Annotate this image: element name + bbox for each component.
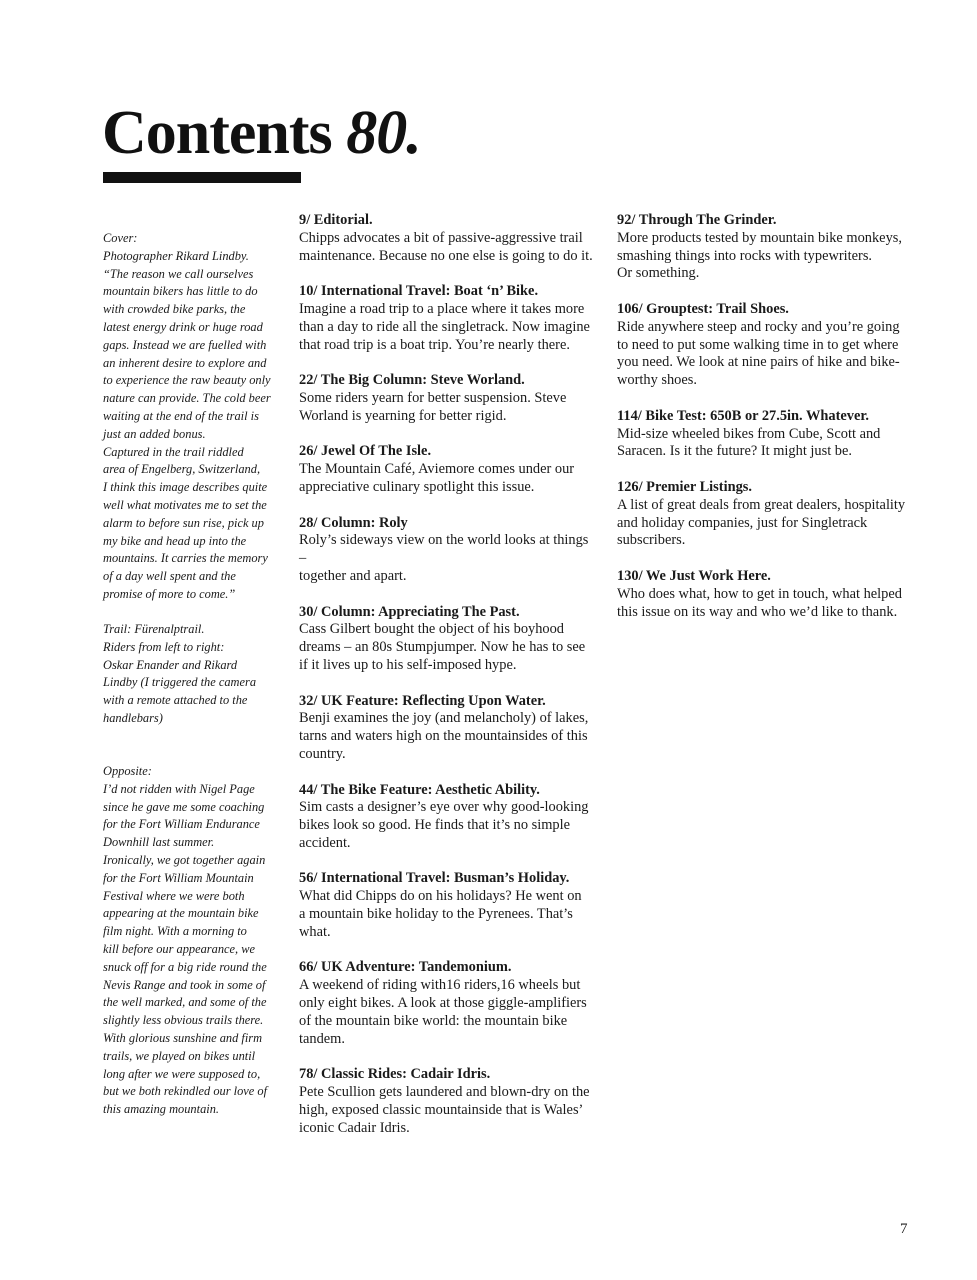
contents-entry[interactable] — [617, 568, 917, 621]
contents-column-middle — [299, 212, 599, 1155]
entry-description-line: dreams – an 80s Stumpjumper. Now he has to see — [299, 639, 586, 656]
trail-caption — [103, 621, 275, 728]
caption-line: Ironically, we got together again — [103, 852, 266, 867]
caption-line: I think this image describes quite — [103, 480, 268, 495]
entry-description-line: Roly’s sideways view on the world looks at things – — [299, 532, 589, 567]
caption-line: to experience the raw beauty only — [103, 373, 271, 388]
caption-line: Festival where we were both — [103, 888, 245, 903]
caption-line: an inherent desire to explore and — [103, 355, 267, 370]
contents-entry[interactable] — [299, 1066, 599, 1137]
entry-heading: 26/ Jewel Of The Isle. — [299, 443, 432, 460]
caption-line: Lindby (I triggered the camera — [103, 675, 257, 690]
entry-description-line: Cass Gilbert bought the object of his boyhood — [299, 621, 564, 638]
entry-description-line: what. — [299, 923, 331, 940]
caption-line: mountains. It carries the memory — [103, 551, 268, 566]
caption-line: but we both rekindled our love of — [103, 1084, 268, 1099]
page-title — [102, 96, 421, 170]
opposite-caption — [103, 763, 275, 1119]
entry-description-line: bikes look so good. He finds that it’s no simple — [299, 817, 571, 834]
entry-heading: 92/ Through The Grinder. — [617, 212, 777, 228]
entry-description-line: A list of great deals from great dealers, hospitality — [617, 496, 906, 513]
entry-heading: 44/ The Bike Feature: Aesthetic Ability. — [299, 781, 540, 798]
caption-line: handlebars) — [103, 710, 163, 725]
caption-line: alarm to before sun rise, pick up — [103, 515, 264, 530]
entry-description-line: maintenance. Because no one else is going to do it. — [299, 247, 593, 264]
entry-heading: 66/ UK Adventure: Tandemonium. — [299, 959, 512, 976]
entry-description-line: appreciative culinary spotlight this issue. — [299, 478, 535, 495]
contents-entry[interactable] — [617, 212, 917, 283]
entry-description-line: only eight bikes. A look at those giggle-amplifiers — [299, 995, 587, 1012]
page-number: 7 — [900, 1221, 908, 1237]
entry-heading: 130/ We Just Work Here. — [617, 567, 771, 584]
contents-entry[interactable] — [299, 782, 599, 853]
entry-description-line: together and apart. — [299, 567, 407, 584]
entry-description-line: Or something. — [617, 265, 700, 282]
entry-description-line: country. — [299, 745, 346, 762]
caption-line: Captured in the trail riddled — [103, 444, 244, 459]
entry-description-line: if it lives up to his self-imposed hype. — [299, 656, 517, 673]
entry-heading: 28/ Column: Roly — [299, 514, 408, 531]
entry-description-line: and holiday companies, just for Singletrack — [617, 514, 868, 531]
entry-heading: 32/ UK Feature: Reflecting Upon Water. — [299, 692, 546, 709]
entry-description-line: Some riders yearn for better suspension. Steve — [299, 389, 567, 406]
caption-line: latest energy drink or huge road — [103, 319, 263, 334]
caption-line: since he gave me some coaching — [103, 799, 265, 814]
entry-heading: 10/ International Travel: Boat ‘n’ Bike. — [299, 283, 539, 300]
caption-line: snuck off for a big ride round the — [103, 959, 267, 974]
contents-entry[interactable] — [299, 515, 599, 586]
entry-description-line: Saracen. Is it the future? It might just be. — [617, 443, 852, 460]
caption-line: mountain bikers has little to do — [103, 284, 258, 299]
entry-description-line: Sim casts a designer’s eye over why good-looking — [299, 799, 589, 816]
entry-description-line: More products tested by mountain bike monkeys, — [617, 229, 902, 246]
contents-entry[interactable] — [299, 372, 599, 425]
contents-entry[interactable] — [617, 301, 917, 390]
caption-line: Oskar Enander and Rikard — [103, 657, 238, 672]
entry-description-line: Who does what, how to get in touch, what helped — [617, 585, 902, 602]
caption-line: film night. With a morning to — [103, 924, 247, 939]
caption-line: for the Fort William Mountain — [103, 870, 254, 885]
entry-description-line: subscribers. — [617, 532, 686, 549]
caption-line: well what motivates me to set the — [103, 497, 267, 512]
caption-line: of a day well spent and the — [103, 569, 236, 584]
caption-line: just an added bonus. — [103, 426, 206, 441]
caption-line: trails, we played on bikes until — [103, 1048, 256, 1063]
entry-heading: 30/ Column: Appreciating The Past. — [299, 603, 520, 620]
contents-entry[interactable] — [299, 693, 599, 764]
contents-entry[interactable] — [299, 212, 599, 265]
caption-line: promise of more to come.” — [103, 586, 236, 601]
caption-line: waiting at the end of the trail is — [103, 408, 259, 423]
entry-description-line: to need to put some walking time in to get where — [617, 336, 899, 353]
caption-line: Riders from left to right: — [103, 639, 225, 654]
entry-description-line: Ride anywhere steep and rocky and you’re going — [617, 318, 900, 335]
contents-entry[interactable] — [617, 479, 917, 550]
issue-number: 80. — [346, 99, 421, 167]
caption-line: “The reason we call ourselves — [103, 266, 254, 281]
entry-description-line: high, exposed classic mountainside that is Wales’ — [299, 1101, 584, 1118]
entry-description-line: accident. — [299, 834, 351, 851]
entry-description-line: this issue on its way and who we’d like to thank. — [617, 603, 898, 620]
title-underline-bar — [103, 172, 301, 183]
contents-column-right — [617, 212, 917, 639]
entry-description-line: than a day to ride all the singletrack. Now imagine — [299, 318, 590, 335]
entry-description-line: that road trip is a boat trip. You’re nearly there. — [299, 336, 570, 353]
caption-line: Cover: — [103, 231, 138, 245]
entry-description-line: of the mountain bike world: the mountain bike — [299, 1012, 568, 1029]
entry-heading: 22/ The Big Column: Steve Worland. — [299, 372, 525, 389]
caption-line: Downhill last summer. — [103, 835, 215, 850]
entry-heading: 9/ Editorial. — [299, 212, 373, 228]
caption-line: slightly less obvious trails there. — [103, 1013, 264, 1028]
caption-line: With glorious sunshine and firm — [103, 1030, 263, 1045]
contents-entry[interactable] — [299, 443, 599, 496]
entry-description-line: Pete Scullion gets laundered and blown-dry on the — [299, 1084, 590, 1101]
caption-line: Opposite: — [103, 764, 152, 778]
caption-line: gaps. Instead we are fuelled with — [103, 337, 267, 352]
contents-entry[interactable] — [617, 408, 917, 461]
entry-description-line: iconic Cadair Idris. — [299, 1119, 410, 1136]
contents-entry[interactable] — [299, 870, 599, 941]
entry-description-line: smashing things into rocks with typewriters. — [617, 247, 873, 264]
caption-line: Nevis Range and took in some of — [103, 977, 266, 992]
caption-line: my bike and head up into the — [103, 533, 247, 548]
entry-description-line: The Mountain Café, Aviemore comes under our — [299, 461, 575, 478]
entry-description-line: Worland is yearning for better rigid. — [299, 407, 507, 424]
entry-heading: 78/ Classic Rides: Cadair Idris. — [299, 1066, 491, 1083]
entry-description-line: you need. We look at nine pairs of hike and bike- — [617, 354, 900, 371]
entry-description-line: worthy shoes. — [617, 372, 697, 389]
entry-heading: 126/ Premier Listings. — [617, 478, 752, 495]
entry-description-line: tandem. — [299, 1030, 345, 1047]
caption-line: Trail: Fürenalptrail. — [103, 622, 205, 636]
caption-line: with crowded bike parks, the — [103, 302, 246, 317]
caption-line: I’d not ridden with Nigel Page — [103, 781, 255, 796]
entry-description-line: Mid-size wheeled bikes from Cube, Scott and — [617, 425, 881, 442]
title-word: Contents — [102, 99, 332, 167]
caption-line: long after we were supposed to, — [103, 1066, 261, 1081]
caption-line: Photographer Rikard Lindby. — [103, 248, 249, 263]
entry-heading: 56/ International Travel: Busman’s Holiday. — [299, 870, 570, 887]
caption-line: for the Fort William Endurance — [103, 817, 260, 832]
caption-line: kill before our appearance, we — [103, 941, 255, 956]
caption-line: nature can provide. The cold beer — [103, 391, 271, 406]
caption-line: appearing at the mountain bike — [103, 906, 259, 921]
entry-description-line: Imagine a road trip to a place where it takes more — [299, 300, 585, 317]
entry-heading: 106/ Grouptest: Trail Shoes. — [617, 300, 789, 317]
cover-caption — [103, 230, 275, 604]
entry-description-line: A weekend of riding with16 riders,16 wheels but — [299, 977, 581, 994]
contents-entry[interactable] — [299, 283, 599, 354]
entry-description-line: Chipps advocates a bit of passive-aggressive trail — [299, 229, 583, 246]
entry-description-line: Benji examines the joy (and melancholy) of lakes, — [299, 710, 589, 727]
caption-line: this amazing mountain. — [103, 1102, 219, 1117]
caption-line: with a remote attached to the — [103, 693, 248, 708]
entry-description-line: tarns and waters high on the mountainsides of this — [299, 728, 588, 745]
caption-line: the well marked, and some of the — [103, 995, 267, 1010]
entry-description-line: a mountain bike holiday to the Pyrenees. That’s — [299, 906, 573, 923]
contents-entry[interactable] — [299, 604, 599, 675]
caption-line: area of Engelberg, Switzerland, — [103, 462, 261, 477]
entry-heading: 114/ Bike Test: 650B or 27.5in. Whatever. — [617, 407, 869, 424]
contents-entry[interactable] — [299, 959, 599, 1048]
entry-description-line: What did Chipps do on his holidays? He went on — [299, 888, 582, 905]
